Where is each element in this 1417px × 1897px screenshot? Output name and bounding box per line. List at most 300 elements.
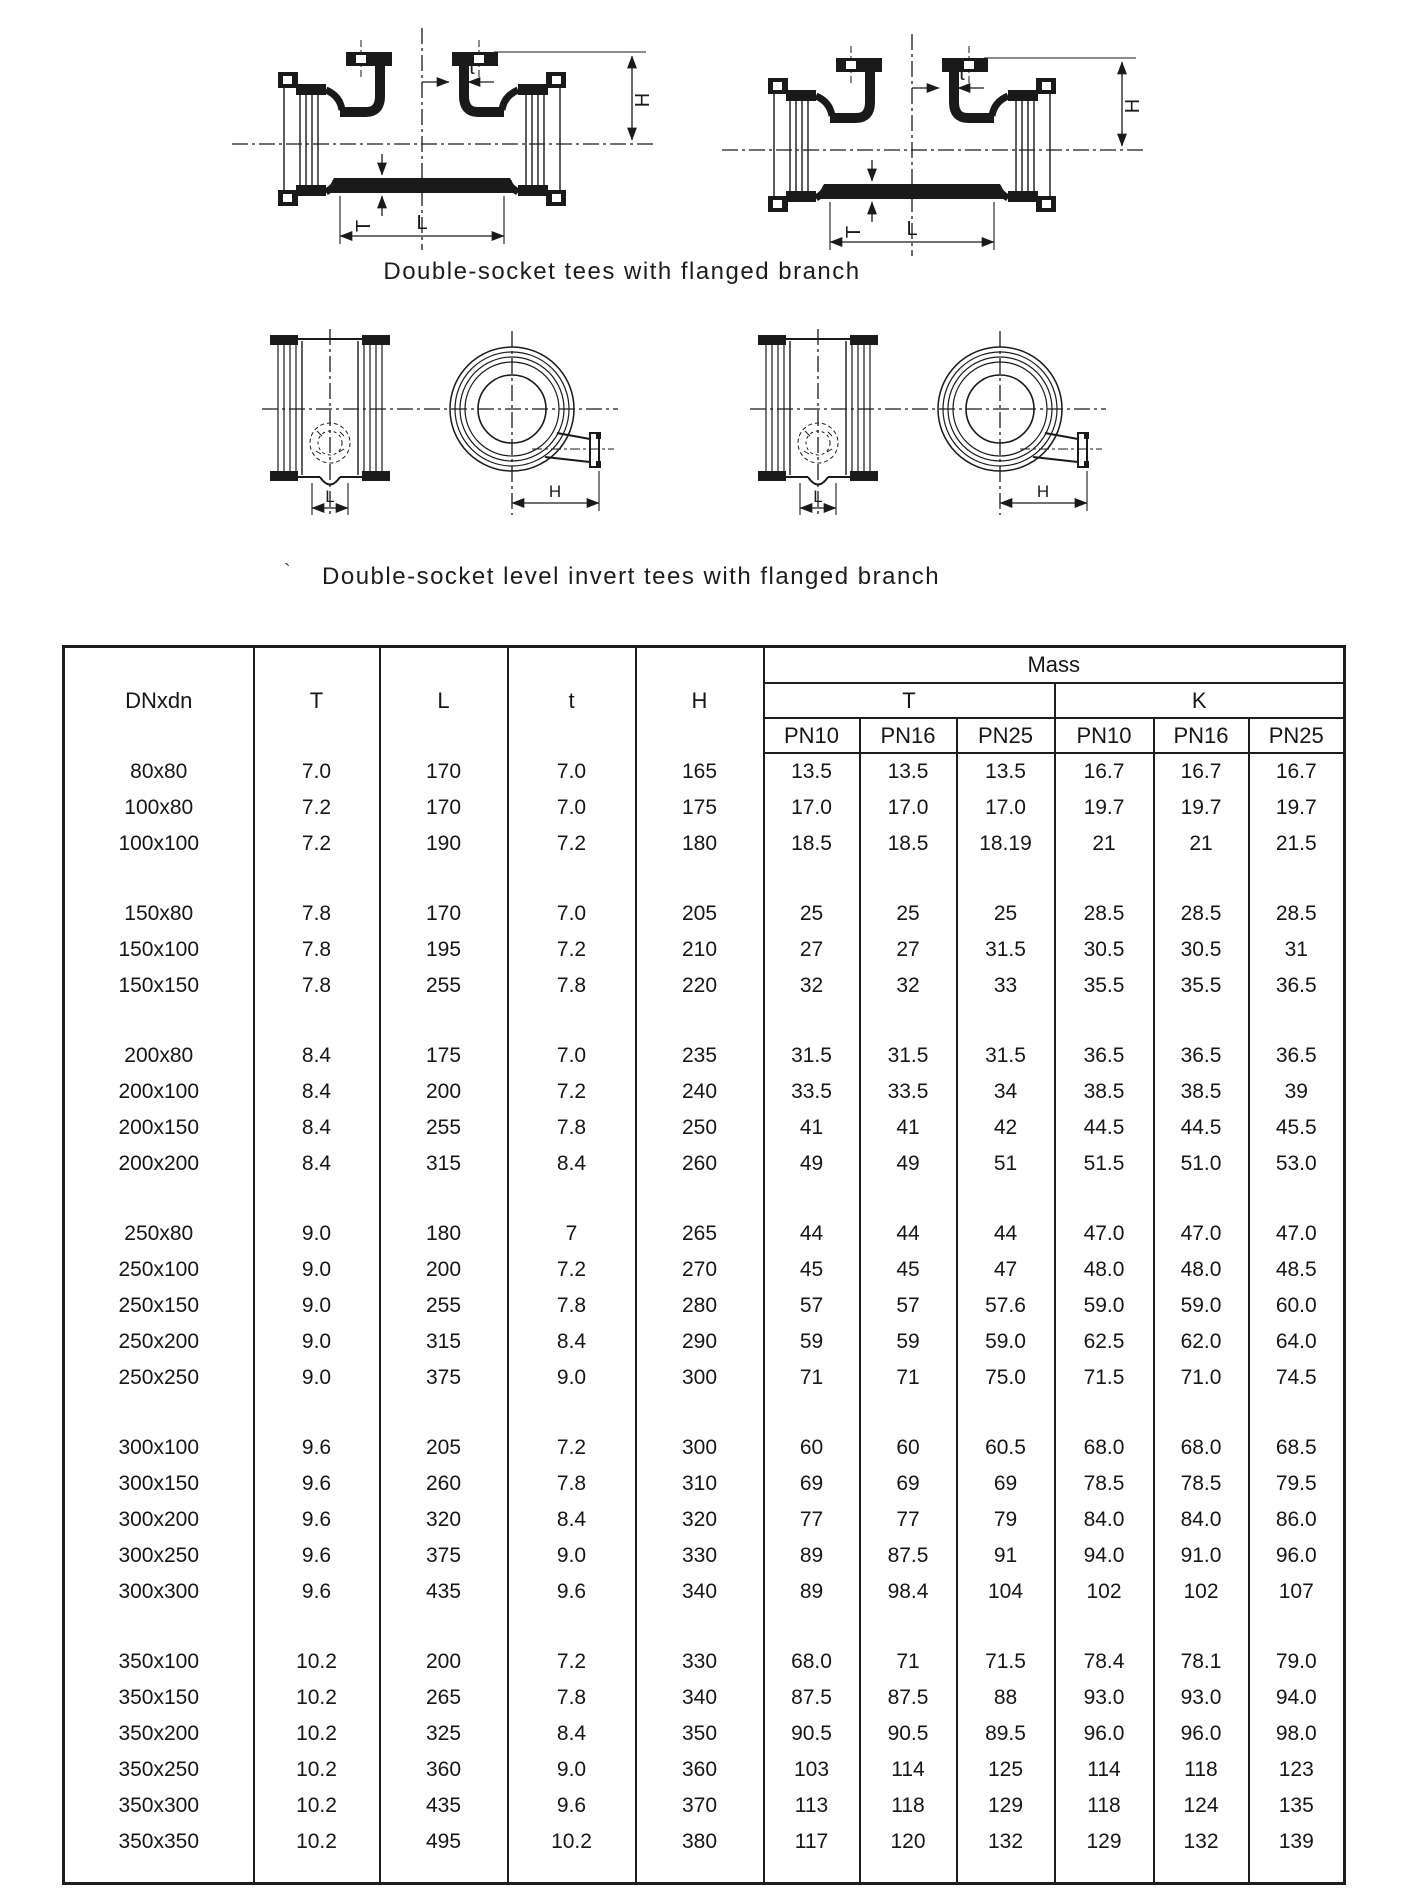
- empty-cell: [1055, 862, 1154, 896]
- value-cell: 435: [380, 1788, 508, 1824]
- value-cell: 60: [860, 1430, 957, 1466]
- value-cell: 33.5: [860, 1074, 957, 1110]
- value-cell: 47: [957, 1252, 1055, 1288]
- dn-cell: 350x300: [64, 1788, 254, 1824]
- value-cell: 51: [957, 1146, 1055, 1182]
- dn-cell: 250x100: [64, 1252, 254, 1288]
- col-header-T: T: [254, 647, 380, 754]
- invert-drawing-right: [750, 325, 1110, 525]
- value-cell: 79: [957, 1502, 1055, 1538]
- empty-cell: [254, 1396, 380, 1430]
- value-cell: 8.4: [254, 1110, 380, 1146]
- value-cell: 42: [957, 1110, 1055, 1146]
- value-cell: 33.5: [764, 1074, 860, 1110]
- dn-cell: 80x80: [64, 753, 254, 790]
- value-cell: 44: [860, 1216, 957, 1252]
- empty-cell: [64, 1182, 254, 1216]
- value-cell: 87.5: [764, 1680, 860, 1716]
- value-cell: 18.19: [957, 826, 1055, 862]
- value-cell: 51.0: [1154, 1146, 1249, 1182]
- value-cell: 71.5: [1055, 1360, 1154, 1396]
- empty-cell: [64, 1610, 254, 1644]
- table-row: [64, 790, 1345, 826]
- value-cell: 175: [380, 1038, 508, 1074]
- value-cell: 7.0: [254, 753, 380, 790]
- col-header-mass-K: K: [1055, 683, 1345, 718]
- dn-cell: 350x250: [64, 1752, 254, 1788]
- value-cell: 18.5: [764, 826, 860, 862]
- value-cell: 10.2: [254, 1824, 380, 1860]
- value-cell: 220: [636, 968, 764, 1004]
- empty-cell: [1249, 1182, 1345, 1216]
- dn-cell: 250x200: [64, 1324, 254, 1360]
- value-cell: 7: [508, 1216, 636, 1252]
- empty-cell: [764, 1860, 860, 1884]
- empty-cell: [380, 1004, 508, 1038]
- value-cell: 129: [957, 1788, 1055, 1824]
- value-cell: 31.5: [860, 1038, 957, 1074]
- value-cell: 69: [860, 1466, 957, 1502]
- value-cell: 180: [380, 1216, 508, 1252]
- value-cell: 62.5: [1055, 1324, 1154, 1360]
- value-cell: 129: [1055, 1824, 1154, 1860]
- value-cell: 255: [380, 1288, 508, 1324]
- value-cell: 88: [957, 1680, 1055, 1716]
- table-row: [64, 1824, 1345, 1860]
- value-cell: 21.5: [1249, 826, 1345, 862]
- value-cell: 98.0: [1249, 1716, 1345, 1752]
- value-cell: 13.5: [764, 753, 860, 790]
- empty-cell: [1249, 1396, 1345, 1430]
- value-cell: 360: [636, 1752, 764, 1788]
- value-cell: 9.6: [254, 1538, 380, 1574]
- empty-cell: [1154, 1396, 1249, 1430]
- value-cell: 79.5: [1249, 1466, 1345, 1502]
- value-cell: 7.8: [254, 968, 380, 1004]
- value-cell: 31: [1249, 932, 1345, 968]
- dn-cell: 200x100: [64, 1074, 254, 1110]
- value-cell: 113: [764, 1788, 860, 1824]
- dn-cell: 300x250: [64, 1538, 254, 1574]
- empty-cell: [508, 1860, 636, 1884]
- value-cell: 90.5: [764, 1716, 860, 1752]
- value-cell: 16.7: [1154, 753, 1249, 790]
- value-cell: 280: [636, 1288, 764, 1324]
- value-cell: 44.5: [1055, 1110, 1154, 1146]
- value-cell: 10.2: [254, 1788, 380, 1824]
- value-cell: 265: [380, 1680, 508, 1716]
- value-cell: 96.0: [1055, 1716, 1154, 1752]
- value-cell: 60: [764, 1430, 860, 1466]
- value-cell: 27: [860, 932, 957, 968]
- value-cell: 255: [380, 1110, 508, 1146]
- value-cell: 9.6: [254, 1574, 380, 1610]
- value-cell: 57: [860, 1288, 957, 1324]
- value-cell: 7.8: [254, 932, 380, 968]
- value-cell: 25: [957, 896, 1055, 932]
- value-cell: 93.0: [1154, 1680, 1249, 1716]
- spec-table-body: [64, 753, 1345, 1884]
- empty-cell: [1055, 1396, 1154, 1430]
- value-cell: 36.5: [1249, 1038, 1345, 1074]
- value-cell: 200: [380, 1074, 508, 1110]
- value-cell: 78.4: [1055, 1644, 1154, 1680]
- value-cell: 27: [764, 932, 860, 968]
- value-cell: 17.0: [764, 790, 860, 826]
- value-cell: 35.5: [1154, 968, 1249, 1004]
- dn-cell: 100x80: [64, 790, 254, 826]
- value-cell: 16.7: [1249, 753, 1345, 790]
- value-cell: 300: [636, 1360, 764, 1396]
- value-cell: 19.7: [1055, 790, 1154, 826]
- value-cell: 13.5: [957, 753, 1055, 790]
- value-cell: 91.0: [1154, 1538, 1249, 1574]
- value-cell: 39: [1249, 1074, 1345, 1110]
- value-cell: 180: [636, 826, 764, 862]
- table-row: [64, 1788, 1345, 1824]
- value-cell: 8.4: [254, 1038, 380, 1074]
- empty-cell: [860, 862, 957, 896]
- value-cell: 19.7: [1249, 790, 1345, 826]
- value-cell: 17.0: [860, 790, 957, 826]
- value-cell: 35.5: [1055, 968, 1154, 1004]
- value-cell: 9.6: [254, 1502, 380, 1538]
- table-row: [64, 1538, 1345, 1574]
- value-cell: 250: [636, 1110, 764, 1146]
- value-cell: 69: [957, 1466, 1055, 1502]
- value-cell: 132: [957, 1824, 1055, 1860]
- value-cell: 7.2: [254, 790, 380, 826]
- value-cell: 9.0: [254, 1360, 380, 1396]
- value-cell: 330: [636, 1644, 764, 1680]
- dn-cell: 350x150: [64, 1680, 254, 1716]
- value-cell: 330: [636, 1538, 764, 1574]
- value-cell: 107: [1249, 1574, 1345, 1610]
- empty-cell: [508, 862, 636, 896]
- value-cell: 13.5: [860, 753, 957, 790]
- value-cell: 240: [636, 1074, 764, 1110]
- value-cell: 170: [380, 896, 508, 932]
- empty-cell: [1154, 1182, 1249, 1216]
- value-cell: 87.5: [860, 1680, 957, 1716]
- value-cell: 75.0: [957, 1360, 1055, 1396]
- table-row: [64, 1038, 1345, 1074]
- value-cell: 380: [636, 1824, 764, 1860]
- col-header-mass-T: T: [764, 683, 1055, 718]
- dn-cell: 100x100: [64, 826, 254, 862]
- empty-cell: [860, 1182, 957, 1216]
- value-cell: 9.0: [254, 1252, 380, 1288]
- value-cell: 25: [860, 896, 957, 932]
- empty-cell: [636, 1610, 764, 1644]
- value-cell: 68.0: [764, 1644, 860, 1680]
- value-cell: 315: [380, 1146, 508, 1182]
- value-cell: 68.0: [1055, 1430, 1154, 1466]
- value-cell: 315: [380, 1324, 508, 1360]
- value-cell: 103: [764, 1752, 860, 1788]
- table-row: [64, 932, 1345, 968]
- value-cell: 60.5: [957, 1430, 1055, 1466]
- value-cell: 36.5: [1249, 968, 1345, 1004]
- value-cell: 9.0: [254, 1216, 380, 1252]
- value-cell: 123: [1249, 1752, 1345, 1788]
- value-cell: 86.0: [1249, 1502, 1345, 1538]
- value-cell: 57: [764, 1288, 860, 1324]
- value-cell: 71: [860, 1644, 957, 1680]
- empty-cell: [1249, 1860, 1345, 1884]
- value-cell: 7.2: [508, 1430, 636, 1466]
- value-cell: 84.0: [1055, 1502, 1154, 1538]
- value-cell: 375: [380, 1538, 508, 1574]
- value-cell: 71.0: [1154, 1360, 1249, 1396]
- end-padding-row: [64, 1860, 1345, 1884]
- invert-drawing-left: [262, 325, 622, 525]
- value-cell: 44: [764, 1216, 860, 1252]
- value-cell: 18.5: [860, 826, 957, 862]
- value-cell: 44.5: [1154, 1110, 1249, 1146]
- value-cell: 265: [636, 1216, 764, 1252]
- value-cell: 25: [764, 896, 860, 932]
- empty-cell: [254, 862, 380, 896]
- empty-cell: [636, 1182, 764, 1216]
- value-cell: 114: [860, 1752, 957, 1788]
- value-cell: 375: [380, 1360, 508, 1396]
- empty-cell: [957, 1396, 1055, 1430]
- value-cell: 47.0: [1154, 1216, 1249, 1252]
- tee-drawing-right: [712, 28, 1152, 263]
- value-cell: 255: [380, 968, 508, 1004]
- value-cell: 9.0: [254, 1288, 380, 1324]
- dn-cell: 300x300: [64, 1574, 254, 1610]
- value-cell: 64.0: [1249, 1324, 1345, 1360]
- table-row: [64, 1466, 1345, 1502]
- value-cell: 30.5: [1055, 932, 1154, 968]
- value-cell: 32: [764, 968, 860, 1004]
- value-cell: 120: [860, 1824, 957, 1860]
- value-cell: 124: [1154, 1788, 1249, 1824]
- value-cell: 340: [636, 1574, 764, 1610]
- value-cell: 205: [636, 896, 764, 932]
- value-cell: 36.5: [1055, 1038, 1154, 1074]
- value-cell: 8.4: [508, 1502, 636, 1538]
- caption-tick: `: [283, 561, 293, 583]
- empty-cell: [636, 1860, 764, 1884]
- value-cell: 7.8: [508, 1288, 636, 1324]
- empty-cell: [764, 1004, 860, 1038]
- value-cell: 260: [380, 1466, 508, 1502]
- col-header-t-pn10: PN10: [764, 718, 860, 753]
- table-row: [64, 1644, 1345, 1680]
- col-header-t-pn16: PN16: [860, 718, 957, 753]
- value-cell: 78.1: [1154, 1644, 1249, 1680]
- empty-cell: [1055, 1004, 1154, 1038]
- empty-cell: [254, 1610, 380, 1644]
- value-cell: 350: [636, 1716, 764, 1752]
- value-cell: 170: [380, 753, 508, 790]
- value-cell: 9.0: [508, 1752, 636, 1788]
- caption-tees: [0, 258, 1244, 286]
- caption-invert-text: Double-socket level invert tees with flanged branch: [322, 563, 941, 590]
- empty-cell: [508, 1004, 636, 1038]
- value-cell: 91: [957, 1538, 1055, 1574]
- empty-cell: [380, 1860, 508, 1884]
- col-header-H: H: [636, 647, 764, 754]
- value-cell: 10.2: [254, 1716, 380, 1752]
- empty-cell: [1154, 1860, 1249, 1884]
- value-cell: 7.8: [254, 896, 380, 932]
- value-cell: 325: [380, 1716, 508, 1752]
- value-cell: 102: [1154, 1574, 1249, 1610]
- dn-cell: 300x100: [64, 1430, 254, 1466]
- empty-cell: [860, 1396, 957, 1430]
- empty-cell: [636, 1396, 764, 1430]
- empty-cell: [860, 1860, 957, 1884]
- value-cell: 10.2: [508, 1824, 636, 1860]
- spec-table: [62, 645, 1346, 1885]
- value-cell: 340: [636, 1680, 764, 1716]
- value-cell: 7.0: [508, 790, 636, 826]
- empty-cell: [860, 1004, 957, 1038]
- value-cell: 132: [1154, 1824, 1249, 1860]
- value-cell: 71.5: [957, 1644, 1055, 1680]
- value-cell: 205: [380, 1430, 508, 1466]
- value-cell: 270: [636, 1252, 764, 1288]
- value-cell: 135: [1249, 1788, 1345, 1824]
- value-cell: 16.7: [1055, 753, 1154, 790]
- empty-cell: [957, 1610, 1055, 1644]
- table-row: [64, 753, 1345, 790]
- spacer-row: [64, 1610, 1345, 1644]
- value-cell: 10.2: [254, 1644, 380, 1680]
- value-cell: 8.4: [508, 1146, 636, 1182]
- empty-cell: [764, 1182, 860, 1216]
- value-cell: 59.0: [1154, 1288, 1249, 1324]
- dn-cell: 250x250: [64, 1360, 254, 1396]
- value-cell: 89: [764, 1574, 860, 1610]
- value-cell: 19.7: [1154, 790, 1249, 826]
- value-cell: 57.6: [957, 1288, 1055, 1324]
- value-cell: 51.5: [1055, 1146, 1154, 1182]
- value-cell: 49: [764, 1146, 860, 1182]
- value-cell: 45: [860, 1252, 957, 1288]
- empty-cell: [64, 1396, 254, 1430]
- value-cell: 114: [1055, 1752, 1154, 1788]
- empty-cell: [764, 862, 860, 896]
- empty-cell: [860, 1610, 957, 1644]
- table-row: [64, 896, 1345, 932]
- value-cell: 30.5: [1154, 932, 1249, 968]
- value-cell: 8.4: [254, 1074, 380, 1110]
- value-cell: 102: [1055, 1574, 1154, 1610]
- empty-cell: [508, 1396, 636, 1430]
- dn-cell: 300x150: [64, 1466, 254, 1502]
- value-cell: 79.0: [1249, 1644, 1345, 1680]
- value-cell: 38.5: [1154, 1074, 1249, 1110]
- value-cell: 68.0: [1154, 1430, 1249, 1466]
- empty-cell: [380, 862, 508, 896]
- dn-cell: 200x200: [64, 1146, 254, 1182]
- value-cell: 41: [764, 1110, 860, 1146]
- value-cell: 9.0: [508, 1360, 636, 1396]
- table-row: [64, 1574, 1345, 1610]
- value-cell: 9.6: [254, 1466, 380, 1502]
- value-cell: 495: [380, 1824, 508, 1860]
- dn-cell: 350x200: [64, 1716, 254, 1752]
- empty-cell: [1249, 862, 1345, 896]
- value-cell: 28.5: [1249, 896, 1345, 932]
- value-cell: 69: [764, 1466, 860, 1502]
- empty-cell: [957, 862, 1055, 896]
- dn-cell: 250x150: [64, 1288, 254, 1324]
- value-cell: 74.5: [1249, 1360, 1345, 1396]
- value-cell: 93.0: [1055, 1680, 1154, 1716]
- col-header-k-pn10: PN10: [1055, 718, 1154, 753]
- value-cell: 87.5: [860, 1538, 957, 1574]
- dn-cell: 250x80: [64, 1216, 254, 1252]
- value-cell: 28.5: [1055, 896, 1154, 932]
- value-cell: 260: [636, 1146, 764, 1182]
- value-cell: 38.5: [1055, 1074, 1154, 1110]
- table-row: [64, 1110, 1345, 1146]
- col-header-t-pn25: PN25: [957, 718, 1055, 753]
- empty-cell: [957, 1004, 1055, 1038]
- col-header-mass: Mass: [764, 647, 1345, 684]
- value-cell: 21: [1154, 826, 1249, 862]
- value-cell: 9.0: [254, 1324, 380, 1360]
- empty-cell: [1154, 1610, 1249, 1644]
- value-cell: 59.0: [1055, 1288, 1154, 1324]
- spacer-row: [64, 1396, 1345, 1430]
- empty-cell: [64, 1004, 254, 1038]
- empty-cell: [380, 1610, 508, 1644]
- dn-cell: 200x150: [64, 1110, 254, 1146]
- value-cell: 41: [860, 1110, 957, 1146]
- empty-cell: [508, 1610, 636, 1644]
- value-cell: 320: [380, 1502, 508, 1538]
- col-header-k-pn16: PN16: [1154, 718, 1249, 753]
- table-row: [64, 1430, 1345, 1466]
- value-cell: 7.2: [508, 932, 636, 968]
- value-cell: 7.8: [508, 1110, 636, 1146]
- value-cell: 7.2: [508, 1252, 636, 1288]
- value-cell: 9.0: [508, 1538, 636, 1574]
- value-cell: 200: [380, 1644, 508, 1680]
- value-cell: 8.4: [508, 1324, 636, 1360]
- value-cell: 7.0: [508, 753, 636, 790]
- value-cell: 77: [860, 1502, 957, 1538]
- empty-cell: [380, 1396, 508, 1430]
- value-cell: 94.0: [1249, 1680, 1345, 1716]
- value-cell: 195: [380, 932, 508, 968]
- value-cell: 89.5: [957, 1716, 1055, 1752]
- empty-cell: [636, 862, 764, 896]
- value-cell: 8.4: [508, 1716, 636, 1752]
- value-cell: 59: [764, 1324, 860, 1360]
- value-cell: 7.0: [508, 896, 636, 932]
- value-cell: 60.0: [1249, 1288, 1345, 1324]
- value-cell: 118: [1154, 1752, 1249, 1788]
- value-cell: 28.5: [1154, 896, 1249, 932]
- table-row: [64, 1502, 1345, 1538]
- empty-cell: [1055, 1182, 1154, 1216]
- caption-tees-text: Double-socket tees with flanged branch: [383, 258, 861, 285]
- value-cell: 48.0: [1055, 1252, 1154, 1288]
- value-cell: 7.2: [508, 826, 636, 862]
- col-header-dnxdn: DNxdn: [64, 647, 254, 754]
- value-cell: 89: [764, 1538, 860, 1574]
- value-cell: 48.0: [1154, 1252, 1249, 1288]
- table-row: [64, 1680, 1345, 1716]
